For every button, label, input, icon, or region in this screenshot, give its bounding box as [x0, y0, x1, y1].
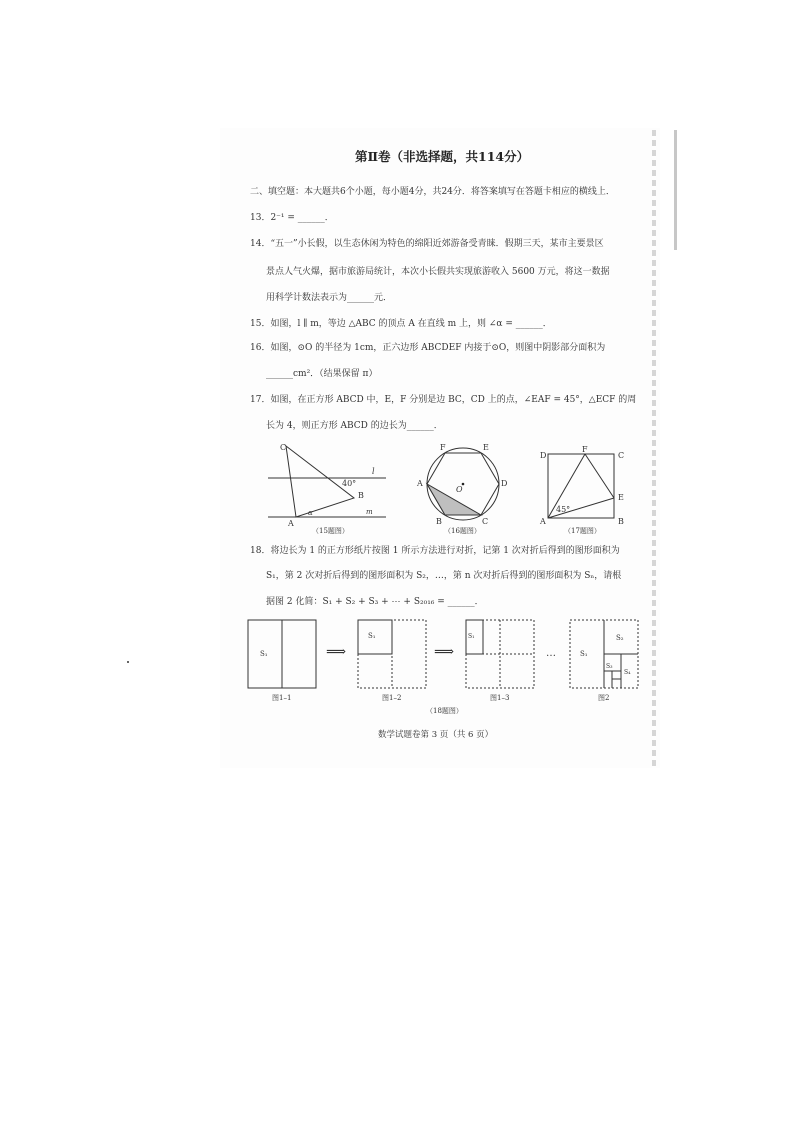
question-14-line3: 用科学计数法表示为______元． — [266, 293, 393, 303]
question-17-line1: 17．如图，在正方形 ABCD 中，E，F 分别是边 BC，CD 上的点，∠EAF = 45°，△ECF 的周 — [250, 395, 637, 405]
ellipsis: … — [546, 648, 556, 659]
question-14-line1: 14．“五一”小长假，以生态休闲为特色的绵阳近郊游备受青睐．假期三天，某市主要景区 — [250, 239, 604, 249]
label-f: F — [440, 443, 446, 452]
label-s1: S₁ — [468, 633, 475, 640]
question-18-line3: 据图 2 化简：S₁ + S₂ + S₃ + ⋯ + S₂₀₁₆ = ______． — [266, 597, 484, 607]
caption-15: （15题图） — [312, 527, 349, 535]
label-b: B — [358, 491, 364, 500]
label-s1: S₁ — [580, 650, 588, 658]
question-18-line1: 18．将边长为 1 的正方形纸片按图 1 所示方法进行对折，记第 1 次对折后得到的图形面积为 — [250, 546, 620, 556]
label-o: O — [456, 485, 463, 494]
figure-1-3 — [466, 620, 534, 688]
label-a: A — [288, 519, 294, 528]
figure-1-2 — [358, 620, 426, 688]
figure-1-1 — [248, 620, 316, 688]
question-18-line2: S₁，第 2 次对折后得到的图形面积为 S₂，…，第 n 次对折后得到的图形面积为 Sₙ，请根 — [266, 571, 622, 581]
angle-45: 45° — [556, 505, 571, 514]
label-alpha: α — [308, 509, 313, 517]
label-s1: S₁ — [368, 632, 376, 640]
label-e: E — [483, 443, 489, 452]
label-c: C — [482, 517, 489, 526]
question-16-line1: 16．如图，⊙O 的半径为 1cm，正六边形 ABCDEF 内接于⊙O，则图中阴影部分面积为 — [250, 343, 606, 353]
scan-artifact — [674, 130, 677, 250]
label-s3: S₃ — [606, 663, 613, 670]
label-e: E — [618, 493, 624, 502]
label-c: C — [618, 451, 625, 460]
caption-17: （17题图） — [564, 527, 601, 535]
label-s1: S₁ — [260, 650, 268, 658]
caption-fig1-1: 图1–1 — [272, 694, 292, 702]
label-b: B — [618, 517, 624, 526]
shaded-region — [427, 484, 481, 515]
arrow-icon: ⟹ — [434, 644, 455, 660]
label-m: m — [366, 508, 373, 516]
section-heading: 二、填空题：本大题共6个小题，每小题4分，共24分．将答案填写在答题卡相应的横线上． — [250, 187, 615, 197]
label-f: F — [582, 446, 588, 454]
label-a: A — [540, 517, 546, 526]
label-s4: S₄ — [624, 669, 631, 676]
segment-fe — [585, 454, 614, 498]
caption-fig1-3: 图1–3 — [490, 694, 510, 702]
label-l: l — [372, 467, 375, 476]
figure-15 — [262, 440, 390, 536]
figure-18 — [240, 612, 648, 716]
label-d: D — [501, 479, 508, 488]
arrow-icon: ⟹ — [326, 644, 347, 660]
angle-40: 40° — [342, 479, 357, 488]
label-d: D — [540, 451, 547, 460]
label-b: B — [436, 517, 442, 526]
label-s2: S₂ — [616, 634, 624, 642]
figure-2 — [570, 620, 638, 688]
figure-16 — [412, 440, 516, 536]
label-a: A — [417, 479, 423, 488]
page-footer: 数学试题卷第 3 页（共 6 页） — [378, 730, 494, 740]
question-16-line2: ______cm²．（结果保留 π） — [266, 369, 378, 379]
question-17-line2: 长为 4，则正方形 ABCD 的边长为______． — [266, 421, 443, 431]
figure-17 — [538, 446, 638, 536]
page-title: 第Ⅱ卷（非选择题，共114分） — [355, 149, 530, 164]
question-14-line2: 景点人气火爆，据市旅游局统计，本次小长假共实现旅游收入 5600 万元，将这一数据 — [266, 267, 610, 277]
caption-fig1-2: 图1–2 — [382, 694, 402, 702]
caption-fig2: 图2 — [598, 694, 610, 702]
label-c: C — [280, 443, 287, 452]
question-15: 15．如图，l ∥ m，等边 △ABC 的顶点 A 在直线 m 上，则 ∠α = ______． — [250, 319, 552, 329]
scan-artifact — [652, 130, 656, 770]
scan-speck — [127, 661, 129, 663]
question-13: 13．2⁻¹ = ______． — [250, 213, 334, 223]
caption-18: （18题图） — [426, 707, 463, 715]
caption-16: （16题图） — [444, 527, 481, 535]
